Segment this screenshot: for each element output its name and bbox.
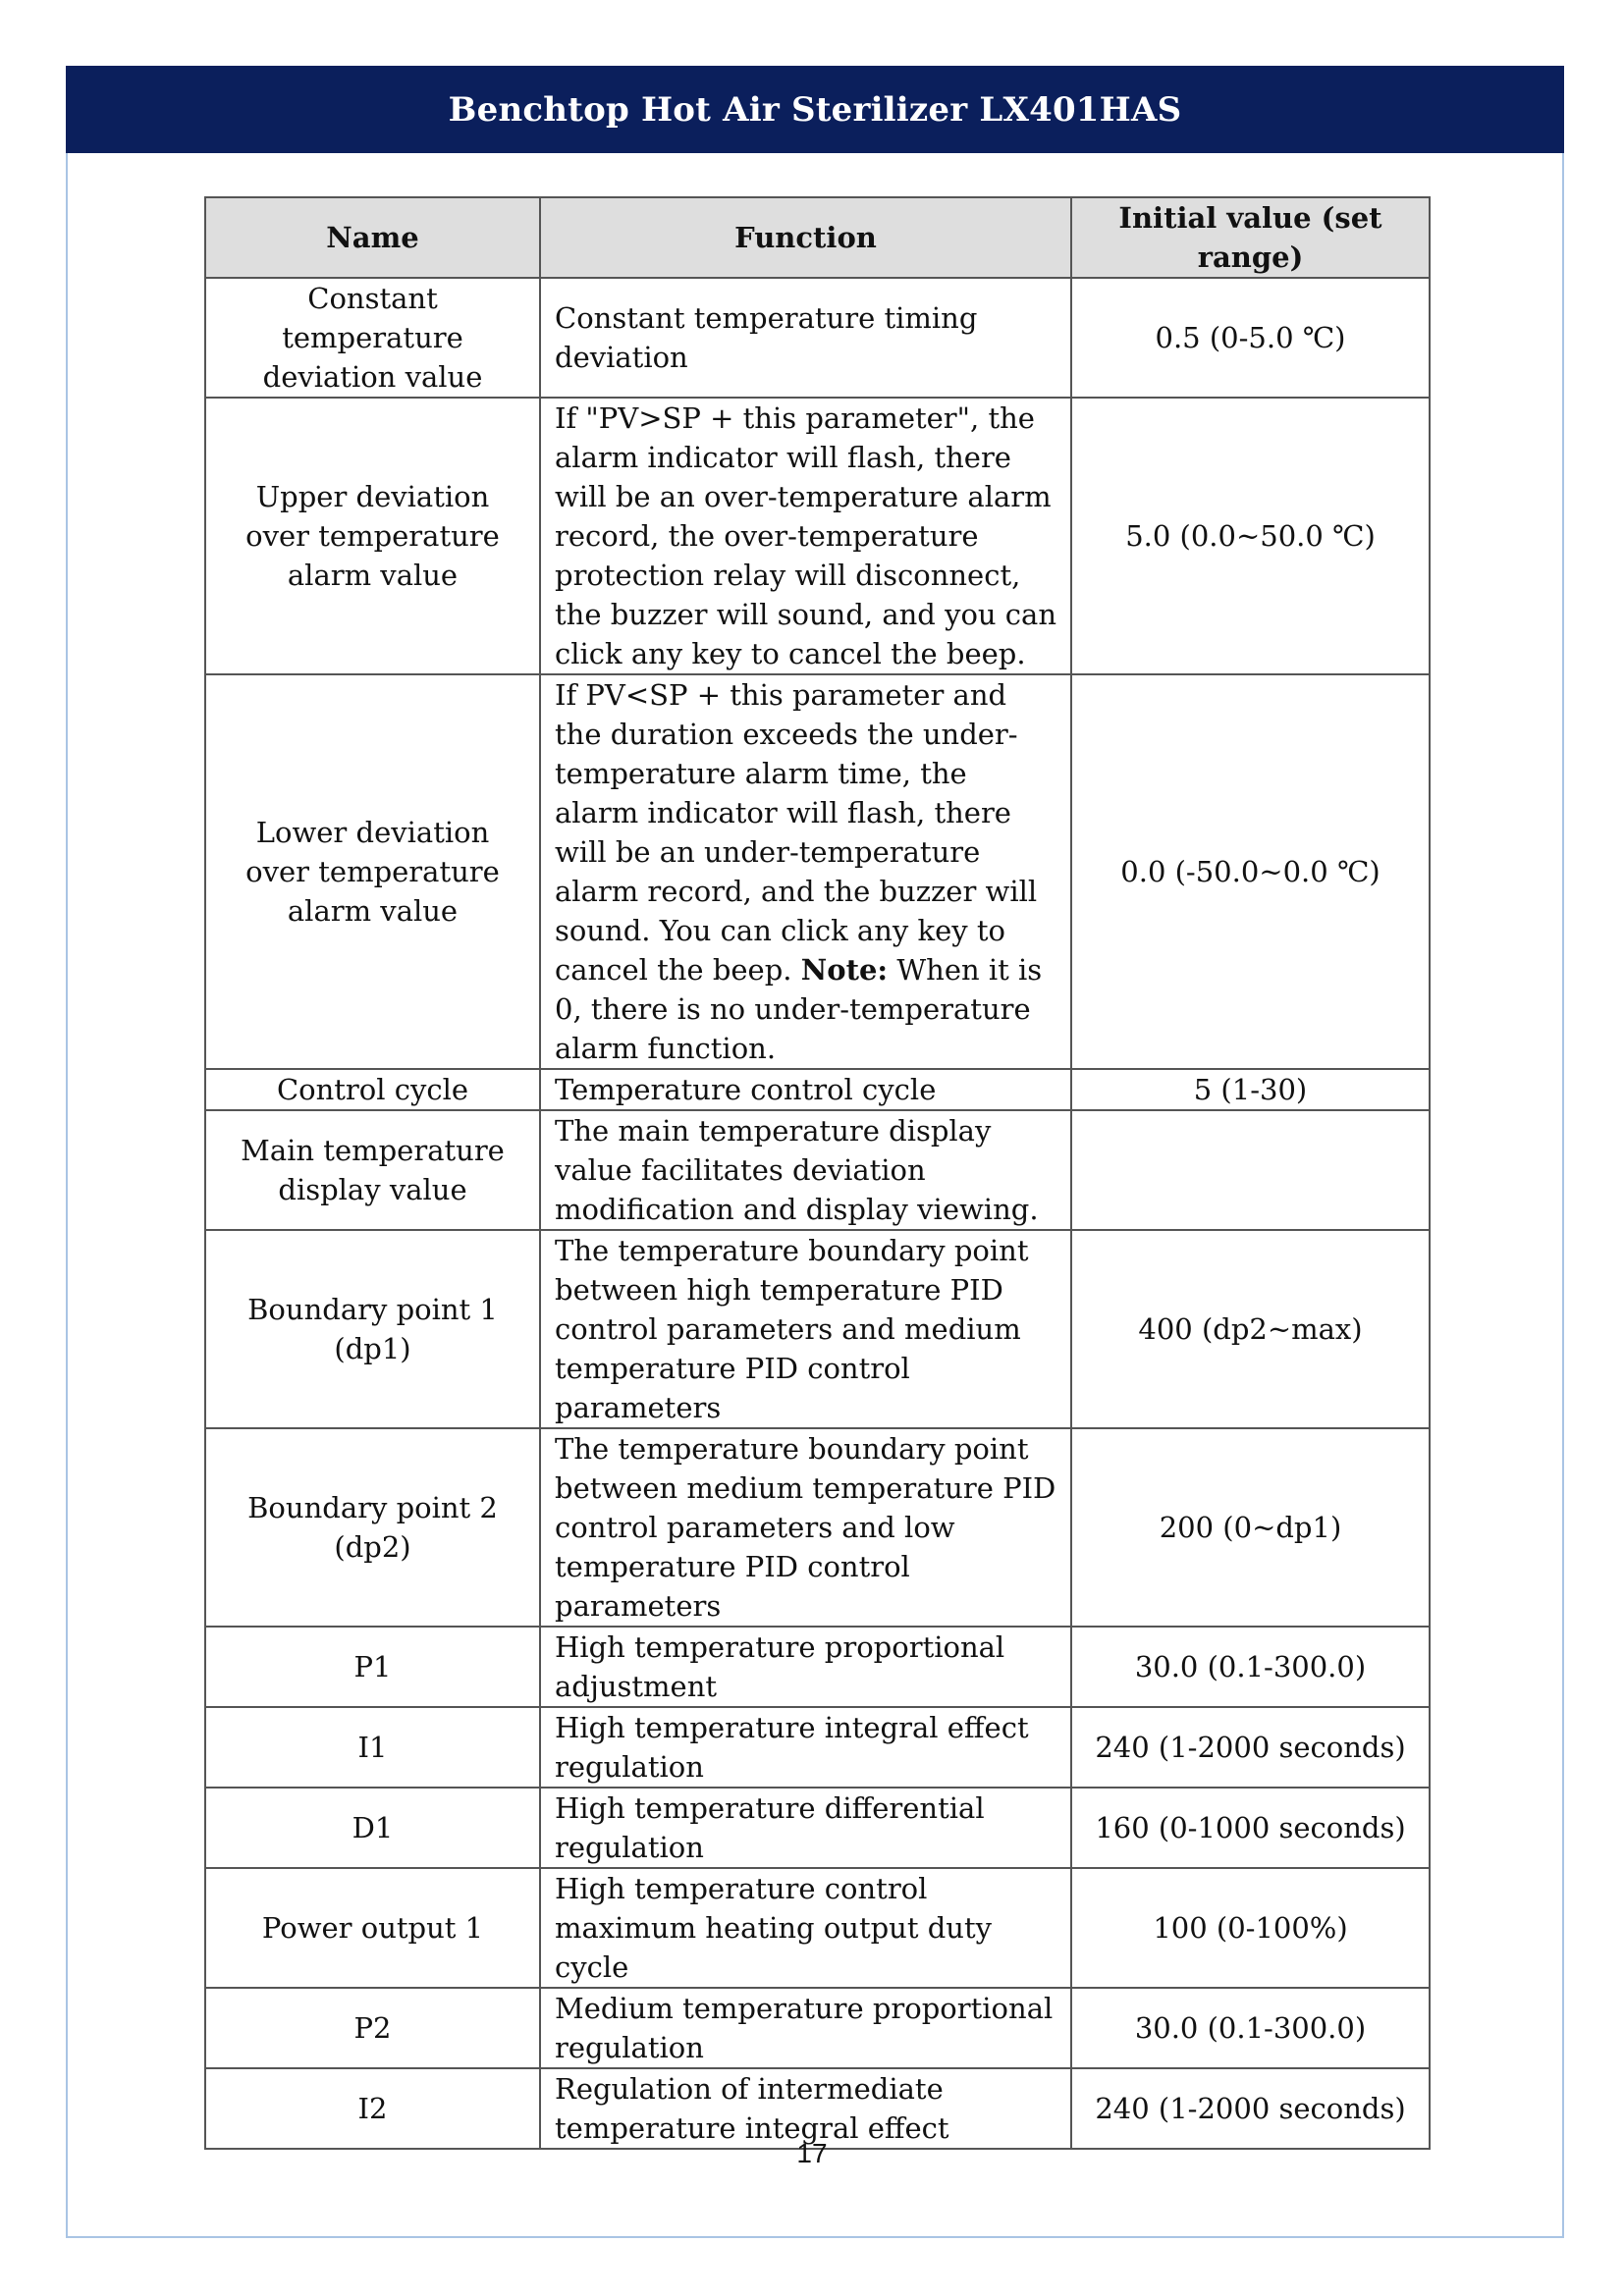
document-header (66, 66, 1564, 153)
cell-initial-value: 5.0 (0.0~50.0 ℃) (1071, 398, 1430, 674)
table-row (205, 1868, 1430, 1988)
cell-initial-value: 240 (1-2000 seconds) (1071, 1707, 1430, 1788)
cell-name: Constant temperature deviation value (205, 278, 540, 398)
table-row (205, 1788, 1430, 1868)
cell-initial-value: 5 (1-30) (1071, 1069, 1430, 1110)
table-row (205, 398, 1430, 674)
table-body (205, 278, 1430, 2149)
note-label: Note: (800, 953, 889, 987)
document-title: Benchtop Hot Air Sterilizer LX401HAS (448, 89, 1182, 130)
cell-function: The temperature boundary point between medium temperature PID control parameters and low temperature PID control parameters (540, 1428, 1071, 1627)
cell-initial-value (1071, 1110, 1430, 1230)
cell-function: The temperature boundary point between high temperature PID control parameters and medium temperature PID control parameters (540, 1230, 1071, 1428)
cell-name: Boundary point 1 (dp1) (205, 1230, 540, 1428)
cell-initial-value: 160 (0-1000 seconds) (1071, 1788, 1430, 1868)
parameter-table-wrapper (204, 196, 1429, 2150)
table-row (205, 1069, 1430, 1110)
cell-function: If "PV>SP + this parameter", the alarm indicator will flash, there will be an over-temperature alarm record, the over-temperature protection relay will disconnect, the buzzer will sound, and you can click any key to cancel the beep. (540, 398, 1071, 674)
cell-initial-value: 30.0 (0.1-300.0) (1071, 1627, 1430, 1707)
cell-function: Constant temperature timing deviation (540, 278, 1071, 398)
table-row (205, 1627, 1430, 1707)
cell-function: Medium temperature proportional regulation (540, 1988, 1071, 2068)
cell-name: Main temperature display value (205, 1110, 540, 1230)
cell-function: High temperature proportional adjustment (540, 1627, 1071, 1707)
column-header-name: Name (205, 197, 540, 278)
page-number: 17 (796, 2138, 828, 2168)
parameter-table (204, 196, 1431, 2150)
cell-initial-value: 0.5 (0-5.0 ℃) (1071, 278, 1430, 398)
cell-function: High temperature differential regulation (540, 1788, 1071, 1868)
cell-name: Boundary point 2 (dp2) (205, 1428, 540, 1627)
table-row (205, 278, 1430, 398)
table-row (205, 674, 1430, 1069)
cell-name: I2 (205, 2068, 540, 2149)
table-row (205, 1988, 1430, 2068)
table-header-row (205, 197, 1430, 278)
table-row (205, 2068, 1430, 2149)
cell-function: High temperature control maximum heating output duty cycle (540, 1868, 1071, 1988)
cell-initial-value: 0.0 (-50.0~0.0 ℃) (1071, 674, 1430, 1069)
cell-name: Power output 1 (205, 1868, 540, 1988)
cell-initial-value: 30.0 (0.1-300.0) (1071, 1988, 1430, 2068)
cell-function: Regulation of intermediate temperature integral effect (540, 2068, 1071, 2149)
cell-name: I1 (205, 1707, 540, 1788)
table-row (205, 1428, 1430, 1627)
column-header-initial-value: Initial value (set range) (1071, 197, 1430, 278)
cell-name: P1 (205, 1627, 540, 1707)
table-row (205, 1707, 1430, 1788)
table-row (205, 1110, 1430, 1230)
cell-function: The main temperature display value facilitates deviation modification and display viewing. (540, 1110, 1071, 1230)
cell-initial-value: 200 (0~dp1) (1071, 1428, 1430, 1627)
cell-name: Lower deviation over temperature alarm value (205, 674, 540, 1069)
cell-name: P2 (205, 1988, 540, 2068)
note-text: When it is 0, there is no under-temperature alarm function. (555, 953, 1043, 1065)
cell-initial-value: 100 (0-100%) (1071, 1868, 1430, 1988)
cell-initial-value: 240 (1-2000 seconds) (1071, 2068, 1430, 2149)
cell-function: High temperature integral effect regulation (540, 1707, 1071, 1788)
cell-name: Control cycle (205, 1069, 540, 1110)
function-text: If PV<SP + this parameter and the duration exceeds the under-temperature alarm time, the alarm indicator will flash, there will be an under-temperature alarm record, and the buzzer will sound. You can click any key to cancel the beep. (555, 678, 1038, 987)
cell-name: D1 (205, 1788, 540, 1868)
cell-name: Upper deviation over temperature alarm value (205, 398, 540, 674)
column-header-function: Function (540, 197, 1071, 278)
cell-function (540, 674, 1071, 1069)
cell-function: Temperature control cycle (540, 1069, 1071, 1110)
table-row (205, 1230, 1430, 1428)
cell-initial-value: 400 (dp2~max) (1071, 1230, 1430, 1428)
